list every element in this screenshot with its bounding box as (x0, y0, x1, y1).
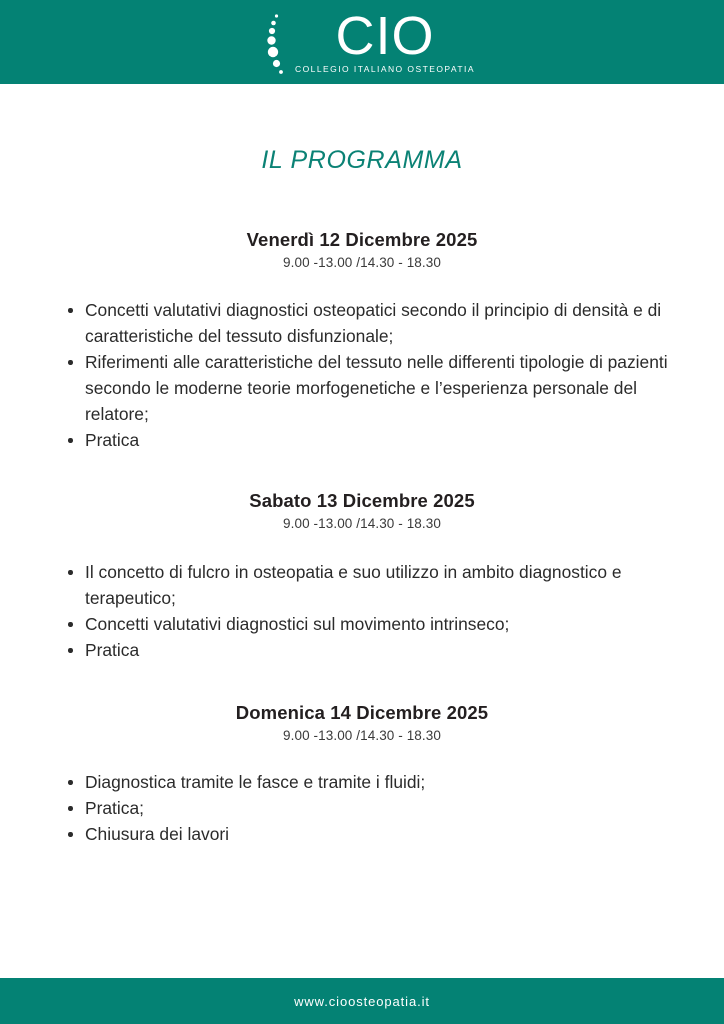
cio-logo (261, 6, 475, 74)
logo-subtitle: COLLEGIO ITALIANO OSTEOPATIA (295, 64, 475, 74)
session-day-title: Domenica 14 Dicembre 2025 (235, 702, 489, 723)
session-sabato (30, 490, 694, 531)
footer-website-url[interactable]: www.cioosteopatia.it (294, 993, 430, 1009)
topic-list-sabato (30, 559, 694, 663)
list-item: Concetti valutativi diagnostici osteopatici secondo il principio di densità e di caratteristiche del tessuto disfunzionale; (30, 297, 694, 349)
list-item: Pratica (30, 637, 694, 663)
session-domenica (30, 702, 694, 743)
list-item: Pratica; (30, 795, 694, 821)
session-time: 9.00 -13.00 /14.30 - 18.30 (283, 516, 441, 531)
footer-band (0, 978, 724, 1024)
topic-list-venerdi (30, 297, 694, 453)
page-title: IL PROGRAMMA (261, 146, 463, 174)
list-item: Pratica (30, 427, 694, 453)
list-item: Il concetto di fulcro in osteopatia e suo utilizzo in ambito diagnostico e terapeutico; (30, 559, 694, 611)
header-band (0, 0, 724, 84)
session-venerdi (30, 229, 694, 270)
list-item: Riferimenti alle caratteristiche del tessuto nelle differenti tipologie di pazienti secondo le moderne teorie morfogenetiche e l’esperienza personale del relatore; (30, 349, 694, 427)
spine-dots-icon (261, 12, 295, 76)
session-day-title: Venerdì 12 Dicembre 2025 (246, 229, 478, 250)
logo-wordmark (295, 6, 475, 75)
session-day-title: Sabato 13 Dicembre 2025 (249, 490, 475, 511)
document-body (0, 84, 724, 978)
logo-text: CIO (335, 6, 435, 66)
list-item: Diagnostica tramite le fasce e tramite i fluidi; (30, 769, 694, 795)
list-item: Concetti valutativi diagnostici sul movimento intrinseco; (30, 611, 694, 637)
session-time: 9.00 -13.00 /14.30 - 18.30 (283, 255, 441, 270)
topic-list-domenica (30, 769, 694, 847)
list-item: Chiusura dei lavori (30, 821, 694, 847)
session-time: 9.00 -13.00 /14.30 - 18.30 (283, 728, 441, 743)
